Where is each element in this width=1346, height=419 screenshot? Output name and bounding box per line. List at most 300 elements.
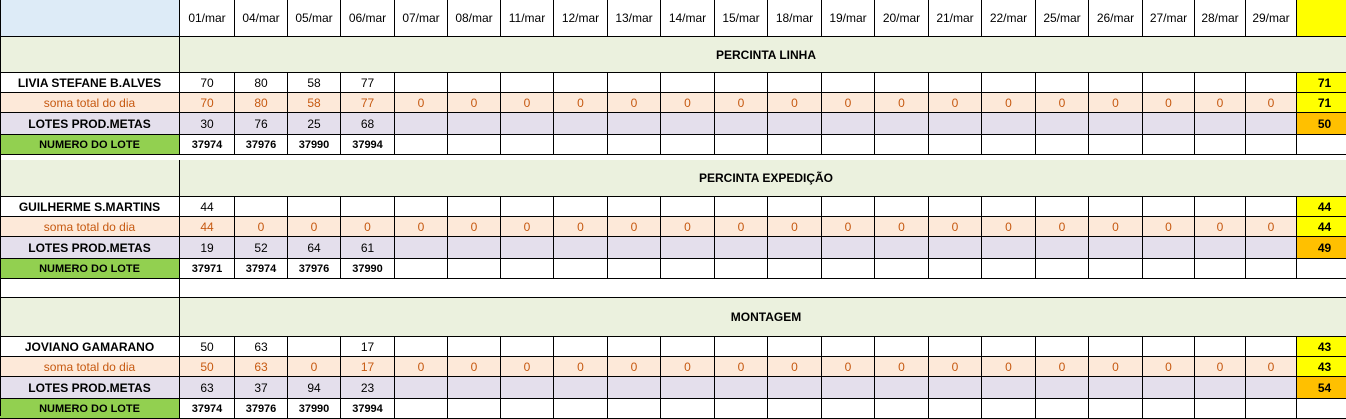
- numero-value-cell[interactable]: [982, 135, 1036, 155]
- soma-value-cell[interactable]: 0: [1089, 217, 1143, 237]
- lotes-value-cell[interactable]: [1089, 237, 1143, 259]
- person-value-cell[interactable]: [395, 73, 448, 93]
- numero-value-cell[interactable]: [554, 259, 608, 279]
- soma-value-cell[interactable]: 0: [1036, 93, 1089, 113]
- date-header-cell[interactable]: 27/mar: [1143, 0, 1195, 37]
- person-value-cell[interactable]: [982, 73, 1036, 93]
- person-value-cell[interactable]: 44: [180, 197, 235, 217]
- lotes-value-cell[interactable]: [982, 237, 1036, 259]
- soma-value-cell[interactable]: 0: [715, 217, 768, 237]
- numero-value-cell[interactable]: [1195, 399, 1246, 419]
- soma-value-cell[interactable]: 0: [1143, 217, 1195, 237]
- numero-value-cell[interactable]: [661, 399, 715, 419]
- lotes-value-cell[interactable]: 68: [341, 113, 395, 135]
- numero-value-cell[interactable]: [448, 399, 501, 419]
- soma-value-cell[interactable]: 0: [1246, 217, 1297, 237]
- soma-total-cell[interactable]: 71: [1297, 93, 1346, 113]
- soma-value-cell[interactable]: 0: [608, 93, 661, 113]
- numero-value-cell[interactable]: [608, 135, 661, 155]
- numero-value-cell[interactable]: 37974: [235, 259, 288, 279]
- soma-value-cell[interactable]: 0: [768, 93, 822, 113]
- lotes-value-cell[interactable]: [822, 237, 875, 259]
- numero-value-cell[interactable]: [822, 259, 875, 279]
- numero-value-cell[interactable]: [929, 259, 982, 279]
- numero-value-cell[interactable]: [1246, 399, 1297, 419]
- lotes-value-cell[interactable]: [1246, 377, 1297, 399]
- soma-value-cell[interactable]: 0: [1246, 357, 1297, 377]
- soma-value-cell[interactable]: 0: [1195, 217, 1246, 237]
- numero-value-cell[interactable]: [1036, 399, 1089, 419]
- soma-value-cell[interactable]: 0: [608, 357, 661, 377]
- lotes-value-cell[interactable]: [715, 237, 768, 259]
- soma-total-cell[interactable]: 44: [1297, 217, 1346, 237]
- lotes-value-cell[interactable]: [501, 237, 554, 259]
- numero-value-cell[interactable]: [395, 259, 448, 279]
- soma-total-cell[interactable]: 43: [1297, 357, 1346, 377]
- person-value-cell[interactable]: [768, 337, 822, 357]
- soma-value-cell[interactable]: 0: [1143, 357, 1195, 377]
- numero-value-cell[interactable]: [768, 135, 822, 155]
- person-value-cell[interactable]: [1143, 337, 1195, 357]
- numero-value-cell[interactable]: [501, 259, 554, 279]
- section-title[interactable]: MONTAGEM: [180, 298, 1346, 337]
- lotes-value-cell[interactable]: 76: [235, 113, 288, 135]
- numero-value-cell[interactable]: [768, 399, 822, 419]
- person-value-cell[interactable]: [1036, 197, 1089, 217]
- person-value-cell[interactable]: [501, 73, 554, 93]
- soma-label[interactable]: soma total do dia: [0, 357, 180, 377]
- lotes-value-cell[interactable]: 25: [288, 113, 341, 135]
- lotes-value-cell[interactable]: [661, 237, 715, 259]
- soma-value-cell[interactable]: 0: [768, 217, 822, 237]
- soma-value-cell[interactable]: 0: [395, 93, 448, 113]
- person-value-cell[interactable]: 77: [341, 73, 395, 93]
- soma-value-cell[interactable]: 0: [822, 357, 875, 377]
- person-value-cell[interactable]: [501, 197, 554, 217]
- lotes-value-cell[interactable]: [822, 377, 875, 399]
- person-value-cell[interactable]: 58: [288, 73, 341, 93]
- lotes-value-cell[interactable]: 64: [288, 237, 341, 259]
- numero-value-cell[interactable]: [982, 399, 1036, 419]
- soma-value-cell[interactable]: 0: [341, 217, 395, 237]
- person-value-cell[interactable]: 50: [180, 337, 235, 357]
- soma-value-cell[interactable]: 50: [180, 357, 235, 377]
- person-value-cell[interactable]: [715, 73, 768, 93]
- lotes-value-cell[interactable]: [768, 377, 822, 399]
- person-value-cell[interactable]: [608, 197, 661, 217]
- soma-value-cell[interactable]: 0: [1246, 93, 1297, 113]
- lotes-value-cell[interactable]: 63: [180, 377, 235, 399]
- lotes-value-cell[interactable]: [395, 377, 448, 399]
- numero-value-cell[interactable]: [875, 135, 929, 155]
- date-header-cell[interactable]: 26/mar: [1089, 0, 1143, 37]
- soma-value-cell[interactable]: 0: [501, 357, 554, 377]
- soma-value-cell[interactable]: 0: [235, 217, 288, 237]
- date-header-cell[interactable]: 13/mar: [608, 0, 661, 37]
- lotes-value-cell[interactable]: [875, 237, 929, 259]
- lotes-total-cell[interactable]: 54: [1297, 377, 1346, 399]
- lotes-value-cell[interactable]: 19: [180, 237, 235, 259]
- numero-value-cell[interactable]: 37990: [288, 135, 341, 155]
- numero-value-cell[interactable]: 37990: [341, 259, 395, 279]
- section-band-left[interactable]: [0, 160, 180, 197]
- numero-value-cell[interactable]: [1089, 399, 1143, 419]
- soma-label[interactable]: soma total do dia: [0, 217, 180, 237]
- person-value-cell[interactable]: [235, 197, 288, 217]
- soma-value-cell[interactable]: 0: [448, 217, 501, 237]
- person-value-cell[interactable]: [395, 337, 448, 357]
- lotes-value-cell[interactable]: [1143, 377, 1195, 399]
- lotes-value-cell[interactable]: [1143, 113, 1195, 135]
- section-title[interactable]: PERCINTA EXPEDIÇÃO: [180, 160, 1346, 197]
- person-value-cell[interactable]: [822, 337, 875, 357]
- numero-value-cell[interactable]: 37976: [288, 259, 341, 279]
- soma-value-cell[interactable]: 0: [288, 217, 341, 237]
- date-header-cell[interactable]: 04/mar: [235, 0, 288, 37]
- numero-value-cell[interactable]: [608, 399, 661, 419]
- lotes-value-cell[interactable]: [661, 113, 715, 135]
- soma-value-cell[interactable]: 0: [768, 357, 822, 377]
- soma-value-cell[interactable]: 17: [341, 357, 395, 377]
- person-value-cell[interactable]: [715, 197, 768, 217]
- person-value-cell[interactable]: [1143, 73, 1195, 93]
- person-value-cell[interactable]: [1089, 337, 1143, 357]
- person-value-cell[interactable]: [608, 73, 661, 93]
- total-header-cell[interactable]: [1297, 0, 1346, 37]
- soma-value-cell[interactable]: 0: [1089, 357, 1143, 377]
- numero-value-cell[interactable]: [395, 399, 448, 419]
- soma-value-cell[interactable]: 0: [395, 217, 448, 237]
- lotes-label[interactable]: LOTES PROD.METAS: [0, 377, 180, 399]
- person-value-cell[interactable]: [1089, 197, 1143, 217]
- numero-value-cell[interactable]: [822, 399, 875, 419]
- person-value-cell[interactable]: [448, 197, 501, 217]
- person-value-cell[interactable]: [822, 73, 875, 93]
- numero-value-cell[interactable]: [661, 259, 715, 279]
- numero-value-cell[interactable]: [554, 135, 608, 155]
- numero-value-cell[interactable]: [715, 259, 768, 279]
- person-value-cell[interactable]: [929, 197, 982, 217]
- person-value-cell[interactable]: 80: [235, 73, 288, 93]
- lotes-value-cell[interactable]: [1036, 377, 1089, 399]
- soma-value-cell[interactable]: 0: [1195, 357, 1246, 377]
- numero-value-cell[interactable]: [715, 135, 768, 155]
- person-value-cell[interactable]: [554, 73, 608, 93]
- soma-value-cell[interactable]: 0: [448, 93, 501, 113]
- soma-value-cell[interactable]: 0: [608, 217, 661, 237]
- person-value-cell[interactable]: [875, 337, 929, 357]
- lotes-value-cell[interactable]: 23: [341, 377, 395, 399]
- lotes-value-cell[interactable]: [501, 113, 554, 135]
- lotes-value-cell[interactable]: [1089, 113, 1143, 135]
- numero-value-cell[interactable]: [1036, 259, 1089, 279]
- person-value-cell[interactable]: [1195, 197, 1246, 217]
- lotes-label[interactable]: LOTES PROD.METAS: [0, 237, 180, 259]
- numero-value-cell[interactable]: [875, 259, 929, 279]
- lotes-value-cell[interactable]: 37: [235, 377, 288, 399]
- lotes-value-cell[interactable]: [1195, 237, 1246, 259]
- lotes-value-cell[interactable]: [929, 113, 982, 135]
- date-header-cell[interactable]: 15/mar: [715, 0, 768, 37]
- person-value-cell[interactable]: [1195, 73, 1246, 93]
- lotes-value-cell[interactable]: [661, 377, 715, 399]
- numero-total-cell[interactable]: [1297, 399, 1346, 419]
- person-value-cell[interactable]: [929, 73, 982, 93]
- numero-value-cell[interactable]: [1246, 259, 1297, 279]
- blank-cell[interactable]: [180, 279, 1346, 298]
- numero-label[interactable]: NUMERO DO LOTE: [0, 259, 180, 279]
- person-value-cell[interactable]: [1246, 197, 1297, 217]
- soma-value-cell[interactable]: 0: [875, 217, 929, 237]
- numero-value-cell[interactable]: [448, 135, 501, 155]
- soma-value-cell[interactable]: 0: [982, 93, 1036, 113]
- person-value-cell[interactable]: [288, 337, 341, 357]
- soma-value-cell[interactable]: 0: [929, 357, 982, 377]
- person-value-cell[interactable]: [1195, 337, 1246, 357]
- blank-cell[interactable]: [0, 279, 180, 298]
- person-value-cell[interactable]: [768, 197, 822, 217]
- person-value-cell[interactable]: [554, 197, 608, 217]
- soma-value-cell[interactable]: 0: [1036, 357, 1089, 377]
- lotes-value-cell[interactable]: [448, 377, 501, 399]
- person-value-cell[interactable]: [661, 337, 715, 357]
- soma-value-cell[interactable]: 63: [235, 357, 288, 377]
- numero-value-cell[interactable]: [875, 399, 929, 419]
- soma-value-cell[interactable]: 0: [929, 93, 982, 113]
- date-header-cell[interactable]: 21/mar: [929, 0, 982, 37]
- person-value-cell[interactable]: [608, 337, 661, 357]
- numero-value-cell[interactable]: [1246, 135, 1297, 155]
- lotes-value-cell[interactable]: [715, 377, 768, 399]
- numero-value-cell[interactable]: [768, 259, 822, 279]
- person-value-cell[interactable]: [982, 337, 1036, 357]
- lotes-value-cell[interactable]: [395, 113, 448, 135]
- soma-value-cell[interactable]: 70: [180, 93, 235, 113]
- lotes-value-cell[interactable]: [929, 377, 982, 399]
- soma-value-cell[interactable]: 0: [1089, 93, 1143, 113]
- soma-value-cell[interactable]: 0: [982, 217, 1036, 237]
- numero-value-cell[interactable]: 37976: [235, 135, 288, 155]
- numero-value-cell[interactable]: [1036, 135, 1089, 155]
- date-header-cell[interactable]: 29/mar: [1246, 0, 1297, 37]
- date-header-cell[interactable]: 25/mar: [1036, 0, 1089, 37]
- person-value-cell[interactable]: [554, 337, 608, 357]
- numero-value-cell[interactable]: 37974: [180, 135, 235, 155]
- soma-value-cell[interactable]: 0: [661, 217, 715, 237]
- lotes-value-cell[interactable]: 52: [235, 237, 288, 259]
- soma-value-cell[interactable]: 0: [875, 93, 929, 113]
- soma-value-cell[interactable]: 0: [875, 357, 929, 377]
- lotes-label[interactable]: LOTES PROD.METAS: [0, 113, 180, 135]
- soma-value-cell[interactable]: 0: [715, 93, 768, 113]
- lotes-value-cell[interactable]: [715, 113, 768, 135]
- soma-value-cell[interactable]: 0: [448, 357, 501, 377]
- soma-value-cell[interactable]: 0: [395, 357, 448, 377]
- soma-value-cell[interactable]: 0: [661, 357, 715, 377]
- numero-value-cell[interactable]: [822, 135, 875, 155]
- lotes-value-cell[interactable]: [1089, 377, 1143, 399]
- lotes-value-cell[interactable]: [554, 377, 608, 399]
- person-value-cell[interactable]: [395, 197, 448, 217]
- numero-value-cell[interactable]: [1195, 135, 1246, 155]
- soma-label[interactable]: soma total do dia: [0, 93, 180, 113]
- numero-value-cell[interactable]: [501, 399, 554, 419]
- lotes-value-cell[interactable]: [395, 237, 448, 259]
- numero-total-cell[interactable]: [1297, 135, 1346, 155]
- lotes-value-cell[interactable]: [982, 377, 1036, 399]
- lotes-value-cell[interactable]: [875, 113, 929, 135]
- person-total-cell[interactable]: 44: [1297, 197, 1346, 217]
- person-value-cell[interactable]: [1089, 73, 1143, 93]
- numero-value-cell[interactable]: [1195, 259, 1246, 279]
- person-value-cell[interactable]: [822, 197, 875, 217]
- person-value-cell[interactable]: [1036, 337, 1089, 357]
- lotes-value-cell[interactable]: [448, 113, 501, 135]
- person-value-cell[interactable]: 17: [341, 337, 395, 357]
- date-header-cell[interactable]: 14/mar: [661, 0, 715, 37]
- soma-value-cell[interactable]: 0: [822, 217, 875, 237]
- soma-value-cell[interactable]: 0: [554, 217, 608, 237]
- lotes-value-cell[interactable]: [1036, 237, 1089, 259]
- lotes-value-cell[interactable]: [608, 113, 661, 135]
- lotes-value-cell[interactable]: [1036, 113, 1089, 135]
- lotes-value-cell[interactable]: [822, 113, 875, 135]
- soma-value-cell[interactable]: 0: [1036, 217, 1089, 237]
- soma-value-cell[interactable]: 0: [501, 217, 554, 237]
- lotes-value-cell[interactable]: [1246, 113, 1297, 135]
- person-value-cell[interactable]: [1143, 197, 1195, 217]
- numero-value-cell[interactable]: [715, 399, 768, 419]
- person-name[interactable]: JOVIANO GAMARANO: [0, 337, 180, 357]
- lotes-value-cell[interactable]: [768, 237, 822, 259]
- numero-value-cell[interactable]: 37976: [235, 399, 288, 419]
- lotes-value-cell[interactable]: [448, 237, 501, 259]
- soma-value-cell[interactable]: 0: [822, 93, 875, 113]
- soma-value-cell[interactable]: 0: [554, 357, 608, 377]
- lotes-value-cell[interactable]: [554, 237, 608, 259]
- person-value-cell[interactable]: [1036, 73, 1089, 93]
- soma-value-cell[interactable]: 77: [341, 93, 395, 113]
- lotes-value-cell[interactable]: [608, 377, 661, 399]
- date-header-cell[interactable]: 22/mar: [982, 0, 1036, 37]
- person-value-cell[interactable]: [448, 337, 501, 357]
- person-name[interactable]: GUILHERME S.MARTINS: [0, 197, 180, 217]
- header-label-cell[interactable]: [0, 0, 180, 37]
- numero-value-cell[interactable]: [608, 259, 661, 279]
- person-value-cell[interactable]: [448, 73, 501, 93]
- lotes-value-cell[interactable]: [1246, 237, 1297, 259]
- lotes-value-cell[interactable]: [1195, 113, 1246, 135]
- lotes-value-cell[interactable]: [554, 113, 608, 135]
- soma-value-cell[interactable]: 44: [180, 217, 235, 237]
- soma-value-cell[interactable]: 0: [288, 357, 341, 377]
- lotes-value-cell[interactable]: 30: [180, 113, 235, 135]
- date-header-cell[interactable]: 20/mar: [875, 0, 929, 37]
- numero-value-cell[interactable]: [1143, 135, 1195, 155]
- person-value-cell[interactable]: [1246, 73, 1297, 93]
- person-name[interactable]: LIVIA STEFANE B.ALVES: [0, 73, 180, 93]
- numero-value-cell[interactable]: 37994: [341, 135, 395, 155]
- numero-value-cell[interactable]: [1143, 399, 1195, 419]
- numero-value-cell[interactable]: 37994: [341, 399, 395, 419]
- person-value-cell[interactable]: [288, 197, 341, 217]
- lotes-value-cell[interactable]: [982, 113, 1036, 135]
- numero-value-cell[interactable]: [929, 135, 982, 155]
- lotes-value-cell[interactable]: [608, 237, 661, 259]
- person-value-cell[interactable]: [661, 197, 715, 217]
- person-value-cell[interactable]: [501, 337, 554, 357]
- soma-value-cell[interactable]: 0: [1195, 93, 1246, 113]
- person-value-cell[interactable]: 70: [180, 73, 235, 93]
- numero-value-cell[interactable]: [395, 135, 448, 155]
- soma-value-cell[interactable]: 0: [715, 357, 768, 377]
- soma-value-cell[interactable]: 0: [929, 217, 982, 237]
- lotes-total-cell[interactable]: 49: [1297, 237, 1346, 259]
- lotes-value-cell[interactable]: [768, 113, 822, 135]
- date-header-cell[interactable]: 07/mar: [395, 0, 448, 37]
- lotes-total-cell[interactable]: 50: [1297, 113, 1346, 135]
- numero-value-cell[interactable]: [982, 259, 1036, 279]
- date-header-cell[interactable]: 18/mar: [768, 0, 822, 37]
- date-header-cell[interactable]: 01/mar: [180, 0, 235, 37]
- lotes-value-cell[interactable]: [929, 237, 982, 259]
- date-header-cell[interactable]: 19/mar: [822, 0, 875, 37]
- lotes-value-cell[interactable]: [501, 377, 554, 399]
- numero-label[interactable]: NUMERO DO LOTE: [0, 399, 180, 419]
- numero-value-cell[interactable]: [929, 399, 982, 419]
- numero-value-cell[interactable]: [1143, 259, 1195, 279]
- date-header-cell[interactable]: 06/mar: [341, 0, 395, 37]
- date-header-cell[interactable]: 05/mar: [288, 0, 341, 37]
- person-total-cell[interactable]: 71: [1297, 73, 1346, 93]
- date-header-cell[interactable]: 12/mar: [554, 0, 608, 37]
- numero-value-cell[interactable]: [501, 135, 554, 155]
- numero-label[interactable]: NUMERO DO LOTE: [0, 135, 180, 155]
- soma-value-cell[interactable]: 0: [982, 357, 1036, 377]
- numero-value-cell[interactable]: [554, 399, 608, 419]
- numero-value-cell[interactable]: 37974: [180, 399, 235, 419]
- soma-value-cell[interactable]: 0: [501, 93, 554, 113]
- person-value-cell[interactable]: [341, 197, 395, 217]
- lotes-value-cell[interactable]: 61: [341, 237, 395, 259]
- section-band-left[interactable]: [0, 37, 180, 73]
- lotes-value-cell[interactable]: 94: [288, 377, 341, 399]
- person-value-cell[interactable]: [982, 197, 1036, 217]
- date-header-cell[interactable]: 08/mar: [448, 0, 501, 37]
- person-value-cell[interactable]: [661, 73, 715, 93]
- person-total-cell[interactable]: 43: [1297, 337, 1346, 357]
- numero-value-cell[interactable]: [1089, 135, 1143, 155]
- lotes-value-cell[interactable]: [875, 377, 929, 399]
- lotes-value-cell[interactable]: [1143, 237, 1195, 259]
- section-title[interactable]: PERCINTA LINHA: [180, 37, 1346, 73]
- numero-value-cell[interactable]: [448, 259, 501, 279]
- person-value-cell[interactable]: [768, 73, 822, 93]
- person-value-cell[interactable]: [929, 337, 982, 357]
- date-header-cell[interactable]: 11/mar: [501, 0, 554, 37]
- person-value-cell[interactable]: [875, 197, 929, 217]
- date-header-cell[interactable]: 28/mar: [1195, 0, 1246, 37]
- numero-total-cell[interactable]: [1297, 259, 1346, 279]
- person-value-cell[interactable]: [715, 337, 768, 357]
- person-value-cell[interactable]: [875, 73, 929, 93]
- soma-value-cell[interactable]: 58: [288, 93, 341, 113]
- soma-value-cell[interactable]: 0: [554, 93, 608, 113]
- person-value-cell[interactable]: [1246, 337, 1297, 357]
- lotes-value-cell[interactable]: [1195, 377, 1246, 399]
- soma-value-cell[interactable]: 80: [235, 93, 288, 113]
- numero-value-cell[interactable]: 37990: [288, 399, 341, 419]
